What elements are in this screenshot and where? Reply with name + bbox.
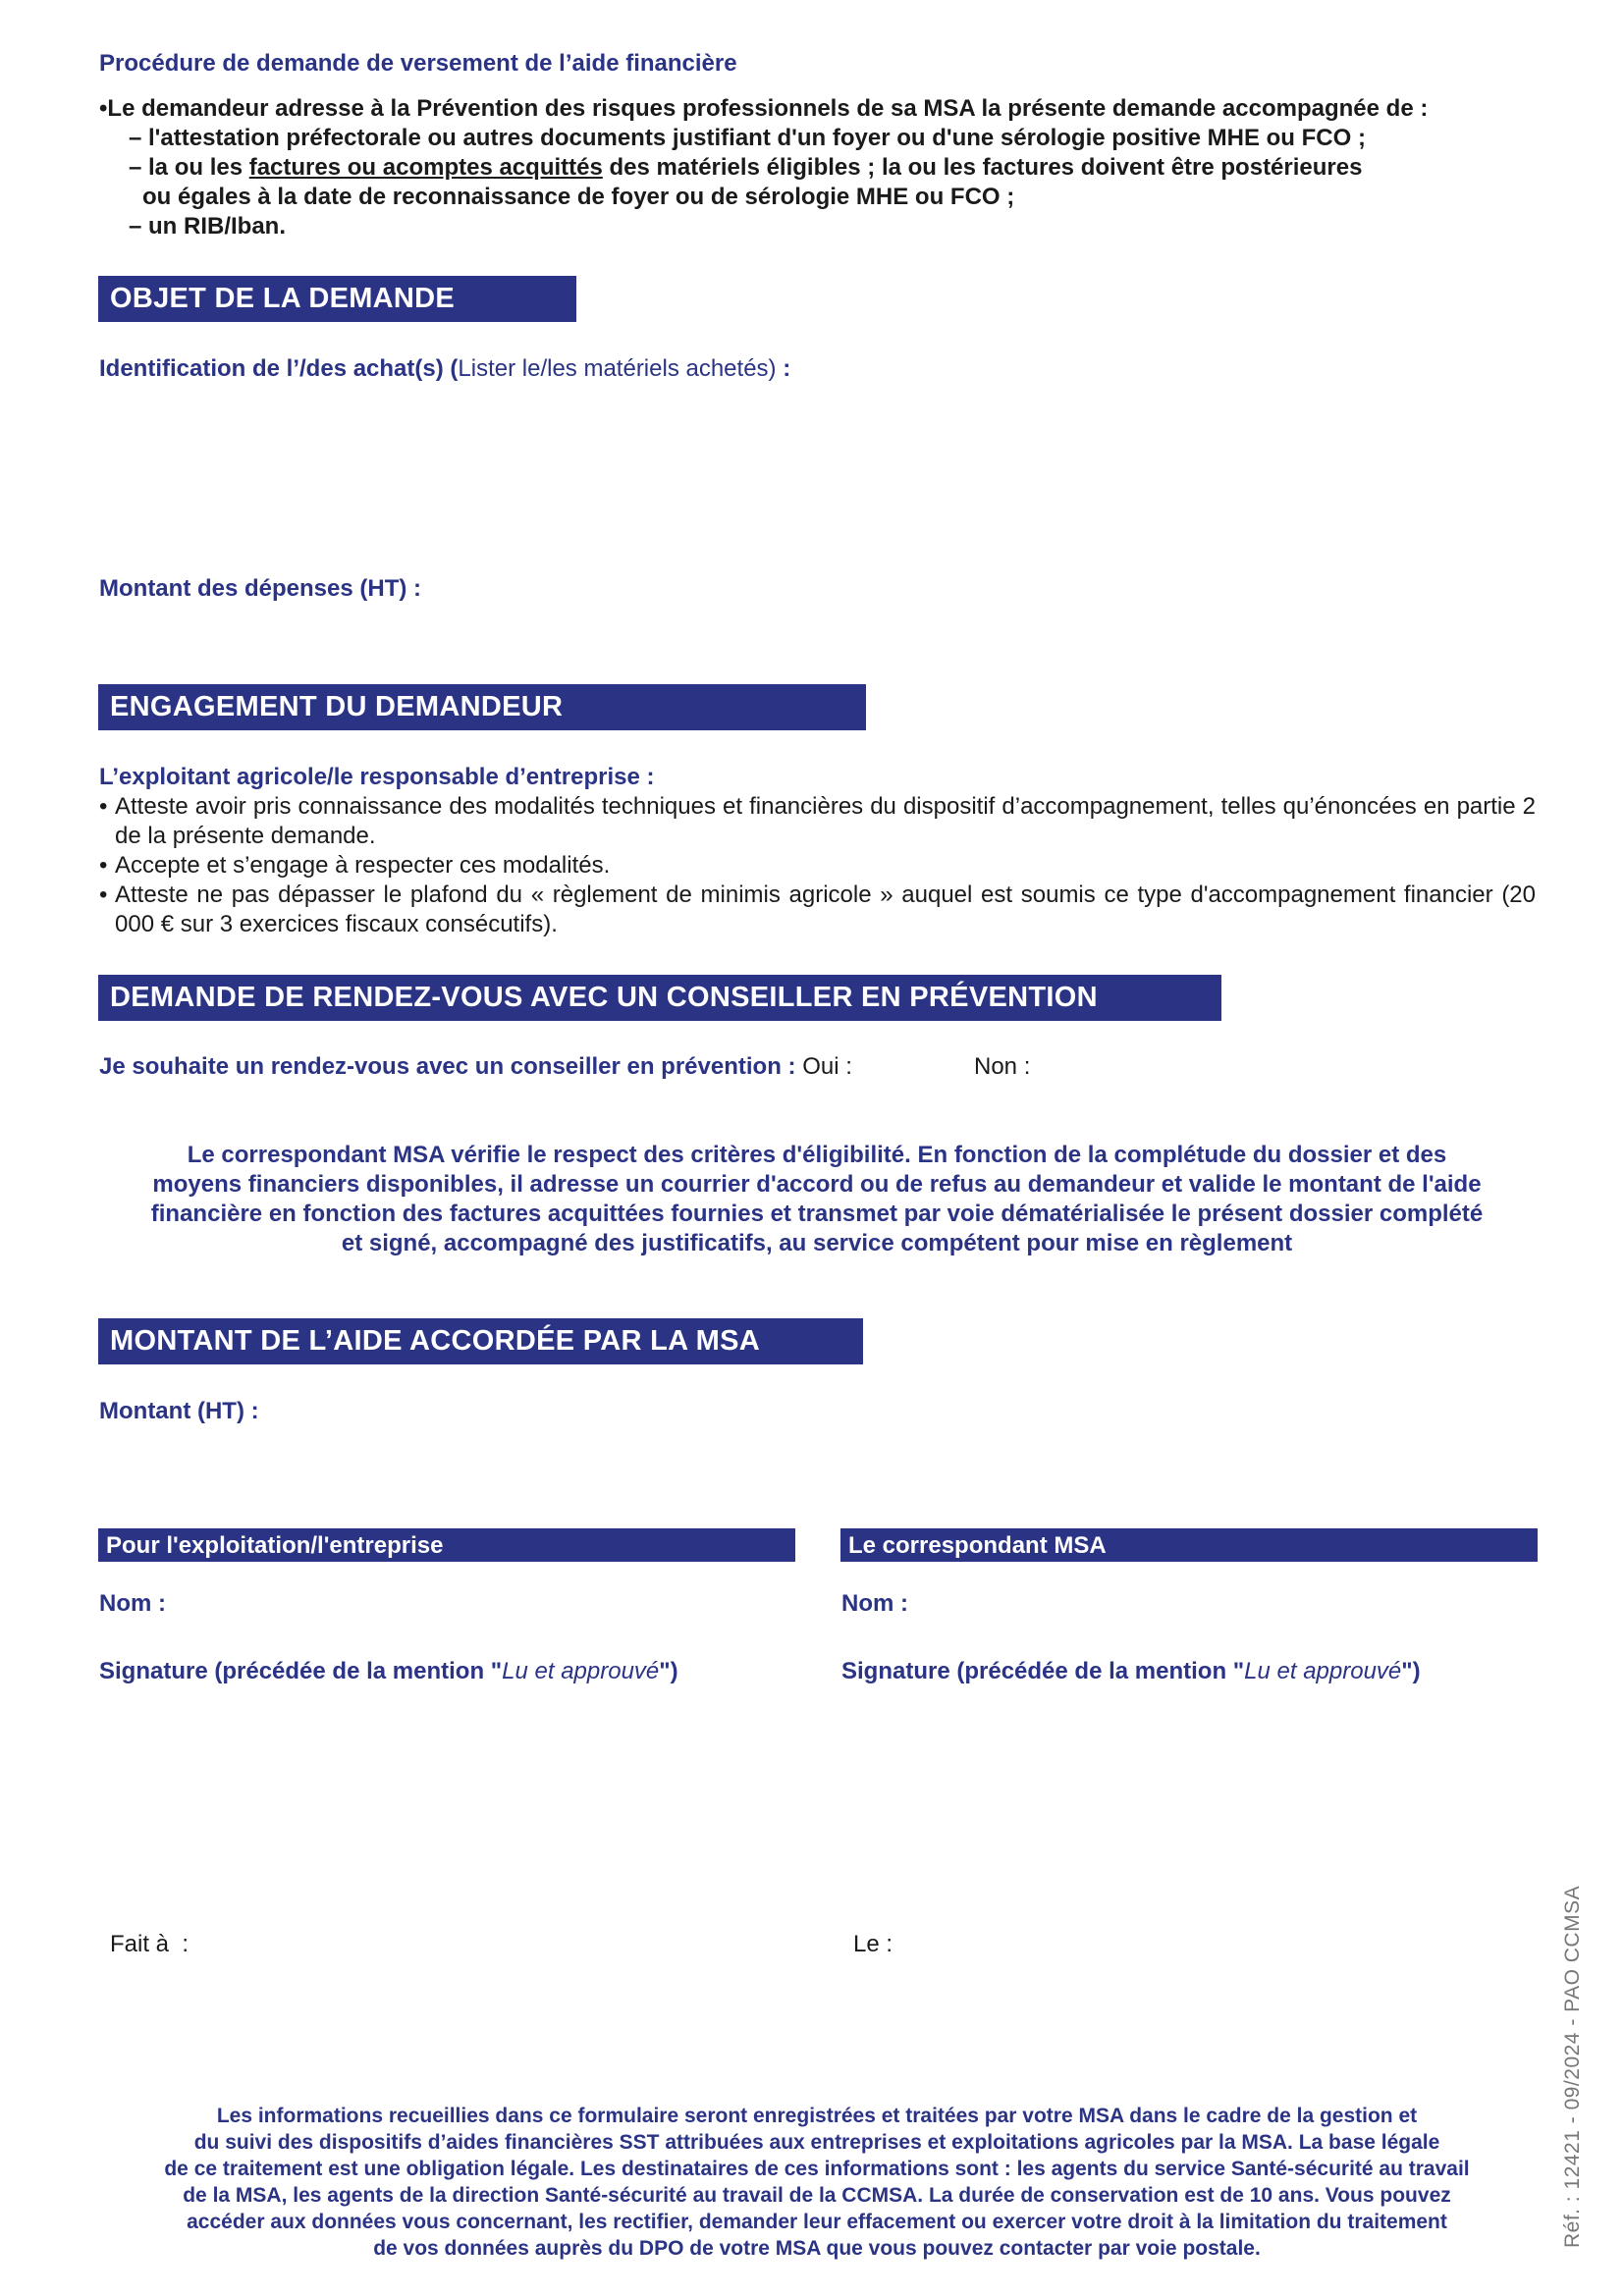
correspondant-note bbox=[98, 1141, 1536, 1258]
identification-label: Identification de l’/des achat(s) bbox=[99, 355, 451, 382]
rdv-oui-label: Oui : bbox=[802, 1053, 852, 1080]
footer-line: Les informations recueillies dans ce formulaire seront enregistrées et traitées par votre MSA dans le cadre de la gestion et bbox=[216, 2105, 1418, 2127]
procedure-item-2-underlined: factures ou acomptes acquittés bbox=[248, 154, 603, 181]
note-line: Le correspondant MSA vérifie le respect des critères d'éligibilité. En fonction de la complétude du dossier et des bbox=[187, 1142, 1447, 1168]
rdv-question-line bbox=[99, 1052, 852, 1082]
objet-banner: OBJET DE LA DEMANDE bbox=[98, 276, 576, 322]
signature-right-prefix: Signature (précédée de la mention " bbox=[841, 1658, 1245, 1684]
identification-colon: : bbox=[776, 355, 791, 382]
procedure-item-1: – l'attestation préfectorale ou autres documents justifiant d'un foyer ou d'une sérologie positive MHE ou FCO ; bbox=[129, 125, 1366, 151]
engagement-list bbox=[99, 792, 1536, 939]
reference-code: Réf. : 12421 - 09/2024 - PAO CCMSA bbox=[1561, 1885, 1584, 2248]
signature-left-label bbox=[99, 1657, 678, 1686]
fait-a-label: Fait à : bbox=[110, 1931, 189, 1957]
footer-line: de ce traitement est une obligation légale. Les destinataires de ces informations sont : les agents du service Santé-sécurité au travail bbox=[164, 2158, 1470, 2180]
procedure-item-3: – un RIB/Iban. bbox=[129, 213, 287, 240]
signature-left-banner: Pour l'exploitation/l'entreprise bbox=[98, 1528, 795, 1562]
signature-left-suffix: ") bbox=[659, 1658, 678, 1684]
signature-right-label bbox=[841, 1657, 1421, 1686]
signature-right-nom: Nom : bbox=[841, 1590, 908, 1617]
engagement-item: • Atteste ne pas dépasser le plafond du « règlement de minimis agricole » auquel est soumis ce type d'accompagnement financier (20 000 € sur 3 exercices fiscaux consécutifs). bbox=[99, 881, 1536, 939]
signature-left-prefix: Signature (précédée de la mention " bbox=[99, 1658, 503, 1684]
le-label: Le : bbox=[853, 1931, 893, 1957]
note-line: moyens financiers disponibles, il adresse un courrier d'accord ou de refus au demandeur et valide le montant de l'aide bbox=[152, 1171, 1482, 1198]
bullet: • bbox=[99, 95, 108, 122]
footer-line: accéder aux données vous concernant, les rectifier, demander leur effacement ou exercer votre droit à la limitation du traitement bbox=[187, 2211, 1447, 2233]
signature-right-banner: Le correspondant MSA bbox=[840, 1528, 1538, 1562]
signature-left-italic: Lu et approuvé bbox=[502, 1658, 660, 1684]
footer-line: de vos données auprès du DPO de votre MSA que vous pouvez contacter par voie postale. bbox=[373, 2237, 1261, 2260]
note-line: et signé, accompagné des justificatifs, au service compétent pour mise en règlement bbox=[341, 1230, 1293, 1256]
procedure-item-2-prefix: – la ou les bbox=[129, 154, 249, 181]
procedure-item-2-continuation: ou égales à la date de reconnaissance de foyer ou de sérologie MHE ou FCO ; bbox=[142, 184, 1015, 210]
signature-right-italic: Lu et approuvé bbox=[1244, 1658, 1402, 1684]
procedure-intro-line bbox=[99, 94, 1428, 124]
engagement-banner: ENGAGEMENT DU DEMANDEUR bbox=[98, 684, 866, 730]
privacy-footer bbox=[98, 2103, 1536, 2262]
rdv-non-label: Non : bbox=[974, 1053, 1031, 1080]
engagement-item: • Atteste avoir pris connaissance des modalités techniques et financières du dispositif d’accompagnement, telles qu’énoncées en partie 2 de la présente demande. bbox=[99, 792, 1536, 851]
montant-aide-label: Montant (HT) : bbox=[99, 1398, 259, 1424]
rdv-question: Je souhaite un rendez-vous avec un conseiller en prévention : bbox=[99, 1053, 803, 1080]
rdv-banner: DEMANDE DE RENDEZ-VOUS AVEC UN CONSEILLER EN PRÉVENTION bbox=[98, 975, 1221, 1021]
procedure-item-2 bbox=[129, 153, 1362, 183]
signature-right-suffix: ") bbox=[1401, 1658, 1421, 1684]
footer-line: du suivi des dispositifs d’aides financières SST attribuées aux entreprises et exploitations agricoles par la MSA. La base légale bbox=[193, 2131, 1440, 2154]
signature-left-nom: Nom : bbox=[99, 1590, 166, 1617]
identification-hint: Lister le/les matériels achetés) bbox=[458, 355, 777, 382]
footer-line: de la MSA, les agents de la direction Santé-sécurité au travail de la CCMSA. La durée de conservation est de 10 ans. Vous pouvez bbox=[183, 2184, 1451, 2207]
engagement-heading: L’exploitant agricole/le responsable d’entreprise : bbox=[99, 764, 655, 790]
note-line: financière en fonction des factures acquittées fournies et transmet par voie dématérialisée le présent dossier complété bbox=[150, 1201, 1484, 1227]
montant-aide-banner: MONTANT DE L’AIDE ACCORDÉE PAR LA MSA bbox=[98, 1318, 863, 1364]
procedure-intro: Le demandeur adresse à la Prévention des risques professionnels de sa MSA la présente demande accompagnée de : bbox=[107, 95, 1429, 122]
procedure-item-2-suffix: des matériels éligibles ; la ou les factures doivent être postérieures bbox=[602, 154, 1363, 181]
montant-depenses-label: Montant des dépenses (HT) : bbox=[99, 575, 422, 602]
identification-paren: ( bbox=[450, 355, 459, 382]
identification-label-line bbox=[99, 354, 790, 384]
engagement-item: • Accepte et s’engage à respecter ces modalités. bbox=[99, 851, 1536, 881]
procedure-title: Procédure de demande de versement de l’aide financière bbox=[99, 50, 737, 77]
